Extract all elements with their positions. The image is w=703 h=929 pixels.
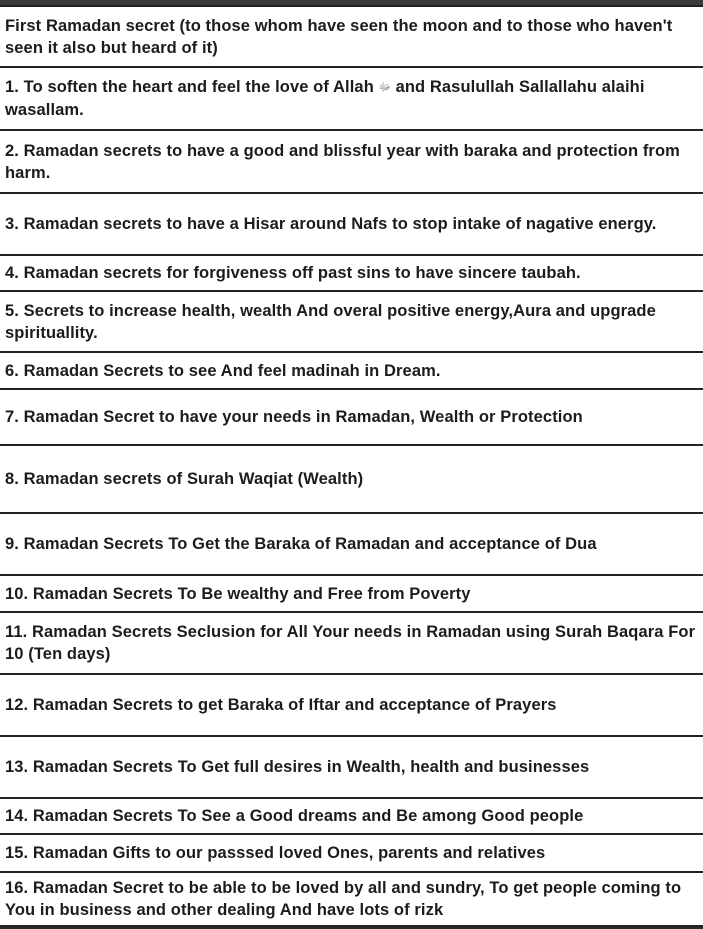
row-text: 10. Ramadan Secrets To Be wealthy and Free from Poverty [5,584,471,603]
row-text: First Ramadan secret (to those whom have seen the moon and to those who haven't seen it also but heard of it) [5,16,673,57]
table-row-15 [0,833,703,871]
row-text: 16. Ramadan Secret to be able to be loved by all and sundry, To get people coming to You in business and other dealing And have lots of rizk [5,879,682,919]
row-text: 8. Ramadan secrets of Surah Waqiat (Wealth) [5,470,364,488]
row-text: 5. Secrets to increase health, wealth And overal positive energy,Aura and upgrade spirituallity. [5,301,656,342]
allah-calligraphy-glyph: ﷻ [378,81,391,94]
table-row-12 [0,673,703,735]
table-row-5 [0,290,703,351]
table-row-10 [0,574,703,611]
row-text: 12. Ramadan Secrets to get Baraka of Iftar and acceptance of Prayers [5,696,557,714]
table-row-16 [0,871,703,927]
table-row-3 [0,192,703,254]
table-row-4 [0,254,703,290]
table-row-6 [0,351,703,388]
table-row-9 [0,512,703,574]
secrets-table [0,5,703,927]
table-row-13 [0,735,703,797]
row-text: 3. Ramadan secrets to have a Hisar around Nafs to stop intake of nagative energy. [5,215,657,233]
table-row-7 [0,388,703,444]
row-text: 1. To soften the heart and feel the love of Allah ﷻ and Rasulullah Sallallahu alaihi wasallam. [5,78,645,119]
row-text: 4. Ramadan secrets for forgiveness off past sins to have sincere taubah. [5,264,581,282]
table-row-14 [0,797,703,833]
row-text: 2. Ramadan secrets to have a good and blissful year with baraka and protection from harm. [5,141,680,182]
row-text: 13. Ramadan Secrets To Get full desires in Wealth, health and businesses [5,758,590,776]
row-text: 11. Ramadan Secrets Seclusion for All Your needs in Ramadan using Surah Baqara For 10 (Ten days) [5,623,696,663]
row-text: 15. Ramadan Gifts to our passsed loved Ones, parents and relatives [5,844,546,862]
row-text: 9. Ramadan Secrets To Get the Baraka of Ramadan and acceptance of Dua [5,535,597,553]
row-text: 7. Ramadan Secret to have your needs in Ramadan, Wealth or Protection [5,408,583,426]
table-row-intro [0,5,703,66]
table-row-2 [0,129,703,192]
table-row-8 [0,444,703,512]
row-text: 14. Ramadan Secrets To See a Good dreams and Be among Good people [5,807,584,825]
row-text: 6. Ramadan Secrets to see And feel madinah in Dream. [5,361,441,380]
table-row-11 [0,611,703,673]
table-row-1 [0,66,703,129]
